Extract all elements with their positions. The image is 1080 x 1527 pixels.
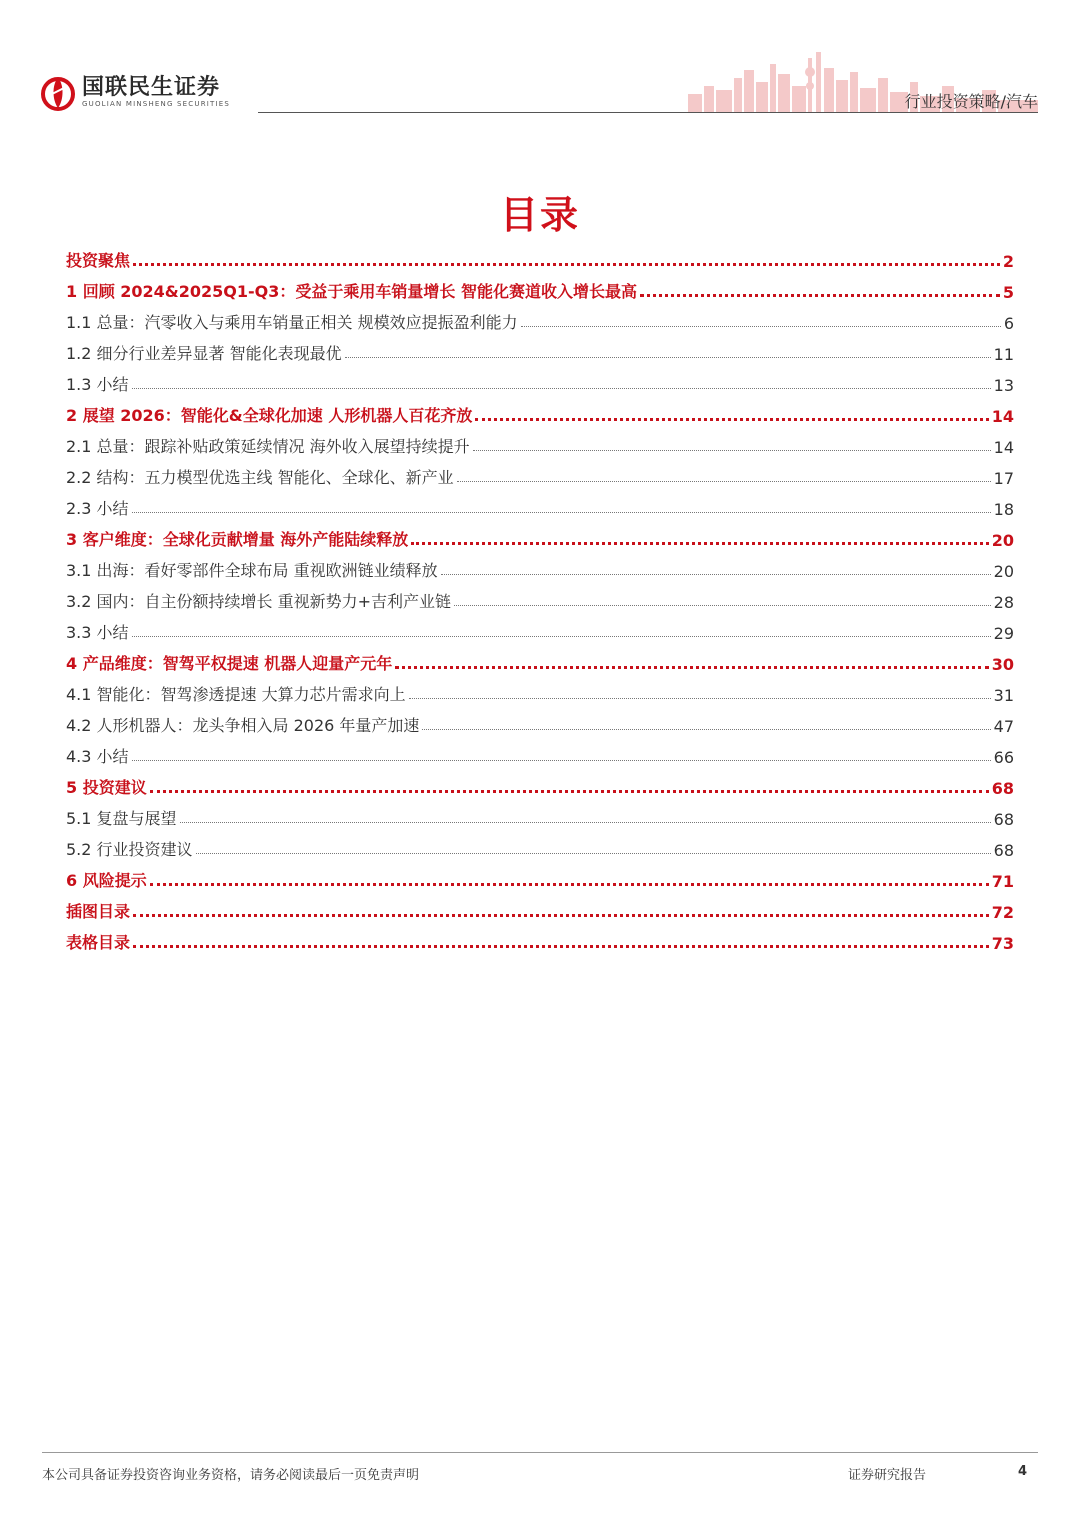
- toc-entry-label: 3.3 小结: [66, 623, 129, 642]
- footer-disclaimer: 本公司具备证券投资咨询业务资格，请务必阅读最后一页免责声明: [42, 1468, 420, 1483]
- toc-entry-label: 2.2 结构：五力模型优选主线 智能化、全球化、新产业: [66, 468, 454, 487]
- toc-dot-leader: [441, 574, 991, 575]
- toc-entry-label: 5 投资建议: [66, 778, 147, 797]
- toc-entry-section[interactable]: [66, 302, 1014, 333]
- toc-entry-section[interactable]: [66, 674, 1014, 705]
- toc-dot-leader: [640, 294, 1000, 297]
- toc-entry-page: 71: [991, 872, 1014, 891]
- toc-entry-label: 1 回顾 2024&2025Q1-Q3：受益于乘用车销量增长 智能化赛道收入增长最高: [66, 282, 637, 301]
- toc-entry-chapter[interactable]: [66, 767, 1014, 798]
- toc-entry-section[interactable]: [66, 705, 1014, 736]
- toc-dot-leader: [457, 481, 991, 482]
- toc-entry-label: 4.1 智能化：智驾渗透提速 大算力芯片需求向上: [66, 685, 406, 704]
- toc-entry-section[interactable]: [66, 829, 1014, 860]
- toc-dot-leader: [395, 666, 988, 669]
- toc-entry-page: 18: [993, 500, 1014, 519]
- footer-page-number: 4: [1018, 1464, 1028, 1479]
- toc-entry-label: 插图目录: [66, 902, 131, 921]
- toc-dot-leader: [180, 822, 991, 823]
- toc-dot-leader: [422, 729, 990, 730]
- toc-dot-leader: [411, 542, 988, 545]
- header-divider: [258, 112, 1038, 113]
- footer-report-type: 证券研究报告: [848, 1468, 927, 1483]
- toc-entry-label: 3 客户维度：全球化贡献增量 海外产能陆续释放: [66, 530, 409, 549]
- company-logo: [38, 72, 230, 112]
- toc-entry-section[interactable]: [66, 457, 1014, 488]
- toc-entry-chapter[interactable]: [66, 922, 1014, 953]
- toc-entry-page: 20: [991, 531, 1014, 550]
- toc-entry-page: 29: [993, 624, 1014, 643]
- toc-entry-label: 投资聚焦: [66, 251, 131, 270]
- toc-entry-section[interactable]: [66, 581, 1014, 612]
- toc-dot-leader: [196, 853, 991, 854]
- toc-entry-page: 2: [1002, 252, 1014, 271]
- toc-entry-page: 73: [991, 934, 1014, 953]
- toc-entry-page: 68: [991, 779, 1014, 798]
- toc-dot-leader: [521, 326, 1001, 327]
- toc-dot-leader: [475, 418, 988, 421]
- toc-entry-section[interactable]: [66, 488, 1014, 519]
- company-logo-icon: [38, 72, 78, 112]
- toc-entry-page: 31: [993, 686, 1014, 705]
- toc-dot-leader: [150, 883, 989, 886]
- toc-entry-label: 表格目录: [66, 933, 131, 952]
- toc-entry-page: 28: [993, 593, 1014, 612]
- toc-entry-page: 17: [993, 469, 1014, 488]
- toc-dot-leader: [473, 450, 991, 451]
- toc-entry-chapter[interactable]: [66, 240, 1014, 271]
- toc-entry-page: 11: [993, 345, 1014, 364]
- toc-entry-section[interactable]: [66, 333, 1014, 364]
- toc-entry-page: 14: [993, 438, 1014, 457]
- toc-entry-page: 68: [993, 810, 1014, 829]
- footer-divider: [42, 1452, 1038, 1453]
- toc-dot-leader: [454, 605, 991, 606]
- toc-entry-label: 4.3 小结: [66, 747, 129, 766]
- toc-entry-label: 4 产品维度：智驾平权提速 机器人迎量产元年: [66, 654, 393, 673]
- toc-entry-section[interactable]: [66, 612, 1014, 643]
- toc-entry-page: 6: [1003, 314, 1014, 333]
- toc-dot-leader: [345, 357, 991, 358]
- toc-dot-leader: [409, 698, 991, 699]
- company-name-en: GUOLIAN MINSHENG SECURITIES: [82, 99, 231, 108]
- toc-dot-leader: [133, 263, 1000, 266]
- toc-entry-label: 1.1 总量：汽零收入与乘用车销量正相关 规模效应提振盈利能力: [66, 313, 518, 332]
- toc-entry-chapter[interactable]: [66, 860, 1014, 891]
- toc-entry-label: 6 风险提示: [66, 871, 147, 890]
- toc-entry-section[interactable]: [66, 736, 1014, 767]
- page-title: 目录: [499, 193, 580, 237]
- toc-entry-chapter[interactable]: [66, 643, 1014, 674]
- toc-entry-page: 13: [993, 376, 1014, 395]
- toc-entry-page: 5: [1002, 283, 1014, 302]
- toc-entry-section[interactable]: [66, 364, 1014, 395]
- toc-dot-leader: [132, 512, 991, 513]
- toc-entry-label: 4.2 人形机器人：龙头争相入局 2026 年量产加速: [66, 716, 420, 735]
- company-name-cn: 国联民生证券: [82, 74, 221, 100]
- toc-dot-leader: [132, 636, 991, 637]
- toc-entry-label: 3.2 国内：自主份额持续增长 重视新势力+吉利产业链: [66, 592, 452, 611]
- toc-entry-page: 72: [991, 903, 1014, 922]
- toc-entry-label: 2.1 总量：跟踪补贴政策延续情况 海外收入展望持续提升: [66, 437, 470, 456]
- toc-entry-page: 66: [993, 748, 1014, 767]
- toc-entry-label: 2.3 小结: [66, 499, 129, 518]
- toc-entry-page: 20: [993, 562, 1014, 581]
- table-of-contents: [66, 240, 1014, 953]
- toc-dot-leader: [132, 760, 991, 761]
- report-category: 行业投资策略/汽车: [904, 92, 1038, 111]
- toc-dot-leader: [150, 790, 989, 793]
- toc-entry-page: 14: [991, 407, 1014, 426]
- toc-entry-section[interactable]: [66, 798, 1014, 829]
- toc-dot-leader: [133, 945, 989, 948]
- toc-entry-label: 3.1 出海：看好零部件全球布局 重视欧洲链业绩释放: [66, 561, 438, 580]
- toc-entry-label: 5.1 复盘与展望: [66, 809, 177, 828]
- page-header: [0, 0, 1080, 120]
- toc-entry-section[interactable]: [66, 426, 1014, 457]
- toc-entry-page: 68: [993, 841, 1014, 860]
- toc-entry-label: 2 展望 2026：智能化&全球化加速 人形机器人百花齐放: [66, 406, 473, 425]
- toc-entry-chapter[interactable]: [66, 395, 1014, 426]
- toc-entry-section[interactable]: [66, 550, 1014, 581]
- toc-entry-label: 5.2 行业投资建议: [66, 840, 193, 859]
- toc-entry-chapter[interactable]: [66, 271, 1014, 302]
- toc-entry-label: 1.2 细分行业差异显著 智能化表现最优: [66, 344, 342, 363]
- toc-entry-chapter[interactable]: [66, 891, 1014, 922]
- toc-dot-leader: [133, 914, 989, 917]
- toc-entry-chapter[interactable]: [66, 519, 1014, 550]
- toc-entry-page: 47: [993, 717, 1014, 736]
- toc-entry-page: 30: [991, 655, 1014, 674]
- toc-entry-label: 1.3 小结: [66, 375, 129, 394]
- toc-dot-leader: [132, 388, 991, 389]
